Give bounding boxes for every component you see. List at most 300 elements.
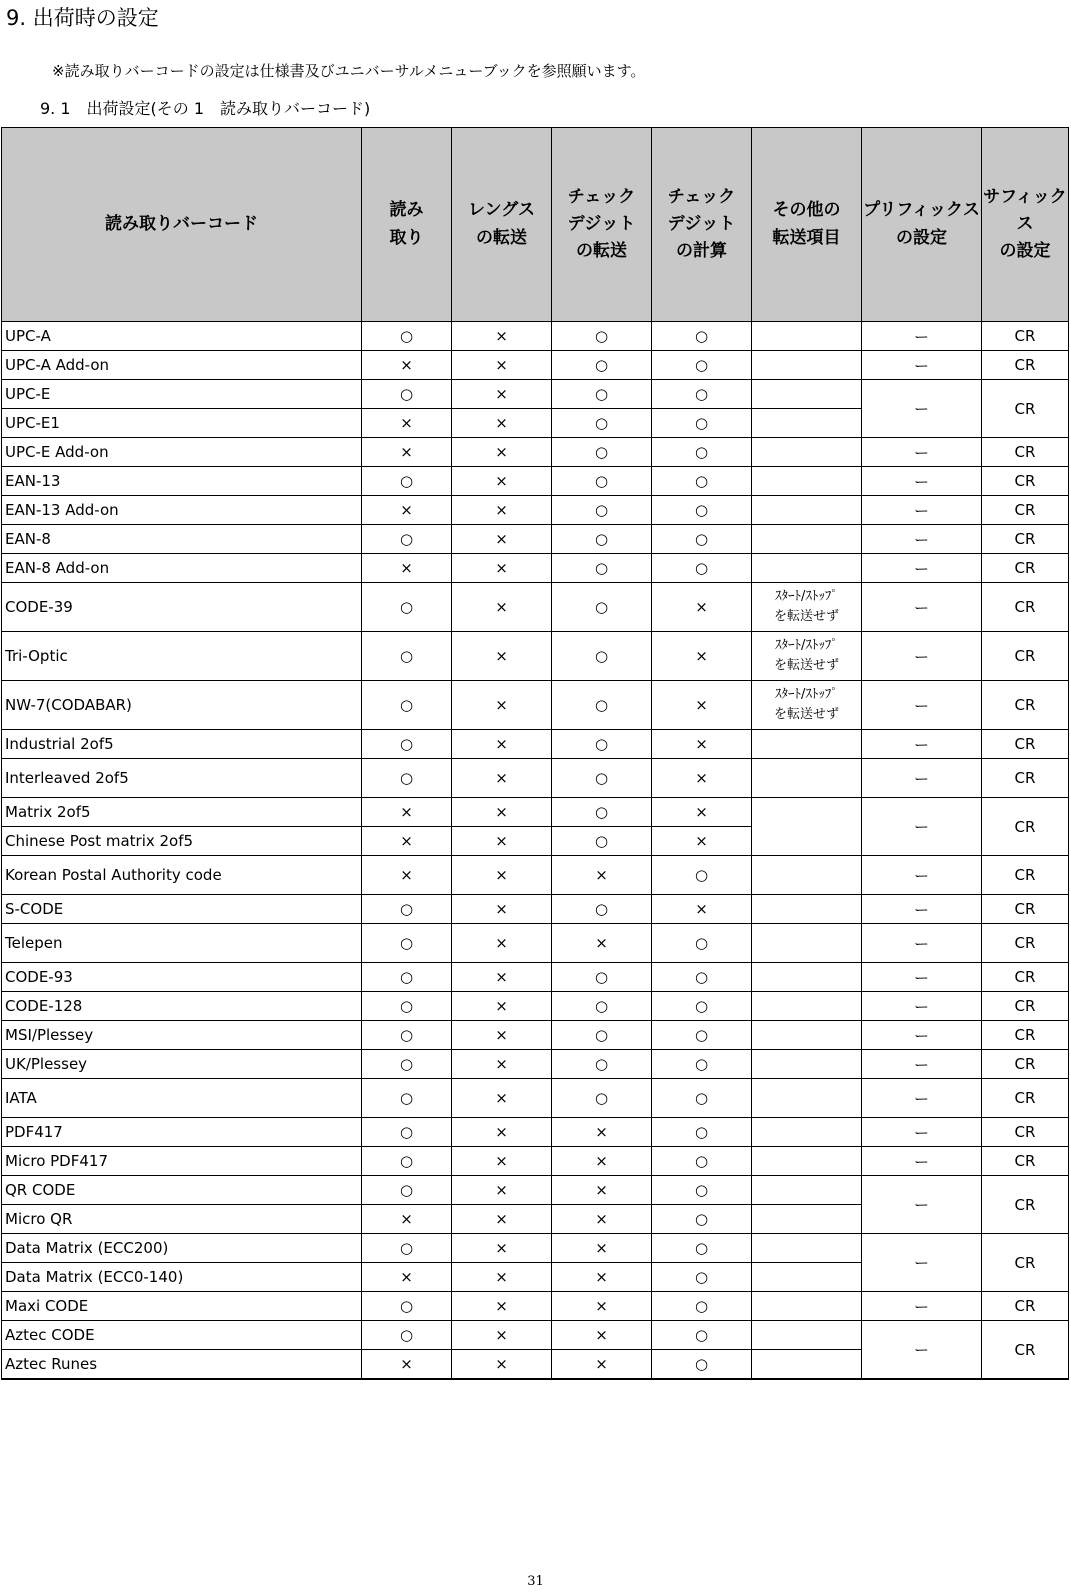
prefix-cell: ー	[862, 798, 982, 856]
length-transfer-cell: ×	[452, 380, 552, 409]
table-row	[2, 856, 1069, 895]
barcode-name-cell: Interleaved 2of5	[2, 759, 362, 798]
suffix-cell: CR	[982, 351, 1069, 380]
barcode-name-cell: Data Matrix (ECC0-140)	[2, 1263, 362, 1292]
read-cell: ×	[362, 798, 452, 827]
table-row	[2, 1176, 1069, 1205]
length-transfer-cell: ×	[452, 1079, 552, 1118]
read-cell: ○	[362, 1321, 452, 1350]
check-digit-transfer-cell: ○	[552, 681, 652, 730]
length-transfer-cell: ×	[452, 827, 552, 856]
length-transfer-cell: ×	[452, 554, 552, 583]
table-row	[2, 438, 1069, 467]
check-digit-transfer-cell: ○	[552, 730, 652, 759]
read-cell: ○	[362, 1234, 452, 1263]
other-transfer-cell	[752, 1350, 862, 1380]
read-cell: ○	[362, 924, 452, 963]
other-transfer-line: を転送せず	[773, 707, 839, 722]
suffix-cell: CR	[982, 924, 1069, 963]
check-digit-transfer-cell: ○	[552, 1050, 652, 1079]
header-read: 読み 取り	[362, 128, 452, 322]
prefix-cell: ー	[862, 1176, 982, 1234]
length-transfer-cell: ×	[452, 322, 552, 351]
read-cell: ×	[362, 1205, 452, 1234]
barcode-name-cell: EAN-8 Add-on	[2, 554, 362, 583]
table-header-row	[2, 128, 1069, 322]
suffix-cell: CR	[982, 1176, 1069, 1234]
table-row	[2, 1234, 1069, 1263]
suffix-cell: CR	[982, 632, 1069, 681]
check-digit-transfer-cell: ○	[552, 496, 652, 525]
read-cell: ○	[362, 895, 452, 924]
check-digit-calc-cell: ○	[652, 1321, 752, 1350]
read-cell: ×	[362, 1263, 452, 1292]
check-digit-transfer-cell: ○	[552, 827, 652, 856]
check-digit-transfer-cell: ○	[552, 963, 652, 992]
header-length-transfer: レングス の転送	[452, 128, 552, 322]
length-transfer-cell: ×	[452, 856, 552, 895]
prefix-cell: ー	[862, 992, 982, 1021]
suffix-cell: CR	[982, 496, 1069, 525]
prefix-cell: ー	[862, 467, 982, 496]
prefix-cell: ー	[862, 1321, 982, 1380]
barcode-name-cell: Industrial 2of5	[2, 730, 362, 759]
other-transfer-cell	[752, 924, 862, 963]
suffix-cell: CR	[982, 730, 1069, 759]
suffix-cell: CR	[982, 798, 1069, 856]
table-row	[2, 759, 1069, 798]
read-cell: ○	[362, 963, 452, 992]
length-transfer-cell: ×	[452, 1050, 552, 1079]
suffix-cell: CR	[982, 1118, 1069, 1147]
header-other-transfer: その他の 転送項目	[752, 128, 862, 322]
read-cell: ○	[362, 380, 452, 409]
table-row	[2, 467, 1069, 496]
check-digit-transfer-cell: ×	[552, 856, 652, 895]
table-row	[2, 322, 1069, 351]
suffix-cell: CR	[982, 1050, 1069, 1079]
table-row	[2, 992, 1069, 1021]
check-digit-calc-cell: ×	[652, 681, 752, 730]
barcode-name-cell: Maxi CODE	[2, 1292, 362, 1321]
read-cell: ○	[362, 583, 452, 632]
barcode-name-cell: EAN-13 Add-on	[2, 496, 362, 525]
other-transfer-cell	[752, 798, 862, 856]
check-digit-calc-cell: ○	[652, 351, 752, 380]
other-transfer-cell	[752, 351, 862, 380]
length-transfer-cell: ×	[452, 1321, 552, 1350]
table-row	[2, 1021, 1069, 1050]
prefix-cell: ー	[862, 1079, 982, 1118]
read-cell: ×	[362, 856, 452, 895]
length-transfer-cell: ×	[452, 1292, 552, 1321]
check-digit-transfer-cell: ×	[552, 1350, 652, 1380]
other-transfer-line: を転送せず	[773, 658, 839, 673]
check-digit-calc-cell: ×	[652, 798, 752, 827]
check-digit-calc-cell: ×	[652, 759, 752, 798]
prefix-cell: ー	[862, 730, 982, 759]
barcode-name-cell: Korean Postal Authority code	[2, 856, 362, 895]
other-transfer-cell	[752, 525, 862, 554]
prefix-cell: ー	[862, 1118, 982, 1147]
read-cell: ×	[362, 409, 452, 438]
barcode-name-cell: EAN-13	[2, 467, 362, 496]
check-digit-calc-cell: ○	[652, 924, 752, 963]
length-transfer-cell: ×	[452, 730, 552, 759]
other-transfer-cell	[752, 1205, 862, 1234]
table-body	[2, 322, 1069, 1380]
read-cell: ○	[362, 525, 452, 554]
table-row	[2, 924, 1069, 963]
prefix-cell: ー	[862, 322, 982, 351]
barcode-name-cell: UPC-A	[2, 322, 362, 351]
read-cell: ○	[362, 467, 452, 496]
check-digit-transfer-cell: ○	[552, 1079, 652, 1118]
read-cell: ○	[362, 1079, 452, 1118]
suffix-cell: CR	[982, 1321, 1069, 1380]
check-digit-transfer-cell: ○	[552, 438, 652, 467]
check-digit-calc-cell: ×	[652, 632, 752, 681]
check-digit-transfer-cell: ×	[552, 1292, 652, 1321]
other-transfer-cell	[752, 1176, 862, 1205]
reference-note: ※読み取りバーコードの設定は仕様書及びユニバーサルメニューブックを参照願います。	[52, 62, 646, 80]
barcode-name-cell: Micro QR	[2, 1205, 362, 1234]
prefix-cell: ー	[862, 554, 982, 583]
other-transfer-cell	[752, 895, 862, 924]
prefix-cell: ー	[862, 924, 982, 963]
check-digit-transfer-cell: ×	[552, 1321, 652, 1350]
prefix-cell: ー	[862, 632, 982, 681]
other-transfer-cell	[752, 583, 862, 632]
length-transfer-cell: ×	[452, 525, 552, 554]
read-cell: ×	[362, 827, 452, 856]
check-digit-calc-cell: ○	[652, 1118, 752, 1147]
other-transfer-line: ｽﾀｰﾄ/ｽﾄｯﾌﾟ	[775, 588, 838, 604]
suffix-cell: CR	[982, 681, 1069, 730]
table-row	[2, 730, 1069, 759]
length-transfer-cell: ×	[452, 467, 552, 496]
length-transfer-cell: ×	[452, 1147, 552, 1176]
length-transfer-cell: ×	[452, 895, 552, 924]
check-digit-transfer-cell: ○	[552, 992, 652, 1021]
read-cell: ×	[362, 438, 452, 467]
check-digit-calc-cell: ○	[652, 467, 752, 496]
length-transfer-cell: ×	[452, 924, 552, 963]
barcode-name-cell: CODE-39	[2, 583, 362, 632]
prefix-cell: ー	[862, 1021, 982, 1050]
barcode-name-cell: Tri-Optic	[2, 632, 362, 681]
other-transfer-cell	[752, 856, 862, 895]
length-transfer-cell: ×	[452, 1176, 552, 1205]
other-transfer-cell	[752, 1050, 862, 1079]
length-transfer-cell: ×	[452, 1350, 552, 1380]
length-transfer-cell: ×	[452, 681, 552, 730]
table-row	[2, 895, 1069, 924]
check-digit-transfer-cell: ○	[552, 525, 652, 554]
barcode-name-cell: IATA	[2, 1079, 362, 1118]
check-digit-calc-cell: ○	[652, 525, 752, 554]
check-digit-calc-cell: ○	[652, 1021, 752, 1050]
suffix-cell: CR	[982, 1021, 1069, 1050]
prefix-cell: ー	[862, 380, 982, 438]
read-cell: ○	[362, 1118, 452, 1147]
other-transfer-cell	[752, 992, 862, 1021]
check-digit-calc-cell: ○	[652, 1350, 752, 1380]
table-row	[2, 583, 1069, 632]
barcode-name-cell: Matrix 2of5	[2, 798, 362, 827]
other-transfer-cell	[752, 1263, 862, 1292]
other-transfer-cell	[752, 409, 862, 438]
suffix-cell: CR	[982, 1292, 1069, 1321]
prefix-cell: ー	[862, 759, 982, 798]
prefix-cell: ー	[862, 1147, 982, 1176]
prefix-cell: ー	[862, 856, 982, 895]
check-digit-calc-cell: ○	[652, 438, 752, 467]
check-digit-calc-cell: ○	[652, 1205, 752, 1234]
check-digit-calc-cell: ○	[652, 1147, 752, 1176]
check-digit-calc-cell: ○	[652, 496, 752, 525]
read-cell: ○	[362, 681, 452, 730]
check-digit-calc-cell: ×	[652, 583, 752, 632]
check-digit-transfer-cell: ○	[552, 895, 652, 924]
suffix-cell: CR	[982, 895, 1069, 924]
other-transfer-cell	[752, 322, 862, 351]
barcode-settings-table	[1, 127, 1069, 1380]
check-digit-calc-cell: ○	[652, 380, 752, 409]
length-transfer-cell: ×	[452, 992, 552, 1021]
barcode-name-cell: S-CODE	[2, 895, 362, 924]
check-digit-transfer-cell: ○	[552, 380, 652, 409]
barcode-name-cell: UPC-E1	[2, 409, 362, 438]
other-transfer-cell	[752, 1147, 862, 1176]
check-digit-transfer-cell: ○	[552, 759, 652, 798]
other-transfer-cell	[752, 1234, 862, 1263]
suffix-cell: CR	[982, 759, 1069, 798]
length-transfer-cell: ×	[452, 496, 552, 525]
barcode-name-cell: Aztec Runes	[2, 1350, 362, 1380]
check-digit-transfer-cell: ○	[552, 409, 652, 438]
suffix-cell: CR	[982, 380, 1069, 438]
length-transfer-cell: ×	[452, 583, 552, 632]
read-cell: ○	[362, 1021, 452, 1050]
check-digit-transfer-cell: ○	[552, 632, 652, 681]
suffix-cell: CR	[982, 322, 1069, 351]
page-title: 9. 出荷時の設定	[6, 6, 159, 30]
check-digit-transfer-cell: ×	[552, 1205, 652, 1234]
other-transfer-cell	[752, 632, 862, 681]
barcode-name-cell: UK/Plessey	[2, 1050, 362, 1079]
read-cell: ×	[362, 496, 452, 525]
other-transfer-cell	[752, 1079, 862, 1118]
barcode-name-cell: UPC-E	[2, 380, 362, 409]
table-row	[2, 1292, 1069, 1321]
table-row	[2, 1050, 1069, 1079]
other-transfer-line: を転送せず	[773, 609, 839, 624]
check-digit-transfer-cell: ○	[552, 583, 652, 632]
table-row	[2, 632, 1069, 681]
suffix-cell: CR	[982, 1079, 1069, 1118]
prefix-cell: ー	[862, 895, 982, 924]
suffix-cell: CR	[982, 856, 1069, 895]
check-digit-transfer-cell: ×	[552, 1147, 652, 1176]
length-transfer-cell: ×	[452, 798, 552, 827]
other-transfer-cell	[752, 1321, 862, 1350]
barcode-name-cell: Micro PDF417	[2, 1147, 362, 1176]
length-transfer-cell: ×	[452, 632, 552, 681]
prefix-cell: ー	[862, 681, 982, 730]
table-row	[2, 798, 1069, 827]
suffix-cell: CR	[982, 963, 1069, 992]
other-transfer-cell	[752, 730, 862, 759]
other-transfer-cell	[752, 496, 862, 525]
other-transfer-cell	[752, 380, 862, 409]
other-transfer-cell	[752, 467, 862, 496]
barcode-name-cell: CODE-128	[2, 992, 362, 1021]
other-transfer-cell	[752, 963, 862, 992]
prefix-cell: ー	[862, 496, 982, 525]
barcode-name-cell: Data Matrix (ECC200)	[2, 1234, 362, 1263]
barcode-name-cell: Telepen	[2, 924, 362, 963]
read-cell: ○	[362, 1050, 452, 1079]
barcode-name-cell: UPC-A Add-on	[2, 351, 362, 380]
length-transfer-cell: ×	[452, 409, 552, 438]
header-barcode: 読み取りバーコード	[2, 128, 362, 322]
check-digit-calc-cell: ○	[652, 1079, 752, 1118]
suffix-cell: CR	[982, 467, 1069, 496]
length-transfer-cell: ×	[452, 1263, 552, 1292]
check-digit-calc-cell: ○	[652, 1050, 752, 1079]
check-digit-transfer-cell: ×	[552, 1118, 652, 1147]
suffix-cell: CR	[982, 583, 1069, 632]
length-transfer-cell: ×	[452, 1205, 552, 1234]
read-cell: ○	[362, 1147, 452, 1176]
table-row	[2, 525, 1069, 554]
read-cell: ×	[362, 554, 452, 583]
suffix-cell: CR	[982, 1147, 1069, 1176]
prefix-cell: ー	[862, 1234, 982, 1292]
check-digit-transfer-cell: ×	[552, 1263, 652, 1292]
table-row	[2, 496, 1069, 525]
suffix-cell: CR	[982, 1234, 1069, 1292]
table-row	[2, 1079, 1069, 1118]
other-transfer-cell	[752, 1021, 862, 1050]
read-cell: ○	[362, 1292, 452, 1321]
section-subtitle: 9. 1 出荷設定(その 1 読み取りバーコード)	[40, 99, 371, 118]
check-digit-calc-cell: ○	[652, 1263, 752, 1292]
table-row	[2, 554, 1069, 583]
read-cell: ○	[362, 322, 452, 351]
check-digit-calc-cell: ○	[652, 554, 752, 583]
length-transfer-cell: ×	[452, 438, 552, 467]
check-digit-calc-cell: ○	[652, 322, 752, 351]
read-cell: ○	[362, 632, 452, 681]
length-transfer-cell: ×	[452, 963, 552, 992]
suffix-cell: CR	[982, 992, 1069, 1021]
prefix-cell: ー	[862, 525, 982, 554]
prefix-cell: ー	[862, 1292, 982, 1321]
barcode-name-cell: UPC-E Add-on	[2, 438, 362, 467]
check-digit-transfer-cell: ○	[552, 467, 652, 496]
check-digit-transfer-cell: ○	[552, 1021, 652, 1050]
other-transfer-line: ｽﾀｰﾄ/ｽﾄｯﾌﾟ	[775, 637, 838, 653]
check-digit-transfer-cell: ×	[552, 1176, 652, 1205]
barcode-name-cell: Chinese Post matrix 2of5	[2, 827, 362, 856]
barcode-name-cell: PDF417	[2, 1118, 362, 1147]
suffix-cell: CR	[982, 525, 1069, 554]
check-digit-transfer-cell: ○	[552, 351, 652, 380]
prefix-cell: ー	[862, 438, 982, 467]
other-transfer-line: ｽﾀｰﾄ/ｽﾄｯﾌﾟ	[775, 686, 838, 702]
check-digit-calc-cell: ×	[652, 895, 752, 924]
barcode-name-cell: NW-7(CODABAR)	[2, 681, 362, 730]
read-cell: ○	[362, 1176, 452, 1205]
other-transfer-cell	[752, 759, 862, 798]
other-transfer-cell	[752, 554, 862, 583]
check-digit-calc-cell: ○	[652, 409, 752, 438]
check-digit-transfer-cell: ×	[552, 1234, 652, 1263]
check-digit-calc-cell: ×	[652, 730, 752, 759]
length-transfer-cell: ×	[452, 1118, 552, 1147]
check-digit-transfer-cell: ×	[552, 924, 652, 963]
length-transfer-cell: ×	[452, 351, 552, 380]
other-transfer-cell	[752, 1292, 862, 1321]
prefix-cell: ー	[862, 351, 982, 380]
read-cell: ○	[362, 730, 452, 759]
check-digit-calc-cell: ○	[652, 992, 752, 1021]
header-check-digit-calc: チェック デジット の計算	[652, 128, 752, 322]
length-transfer-cell: ×	[452, 1234, 552, 1263]
check-digit-transfer-cell: ○	[552, 322, 652, 351]
table-row	[2, 351, 1069, 380]
check-digit-transfer-cell: ○	[552, 554, 652, 583]
header-prefix: プリフィックス の設定	[862, 128, 982, 322]
check-digit-calc-cell: ○	[652, 1234, 752, 1263]
check-digit-calc-cell: ○	[652, 1292, 752, 1321]
barcode-name-cell: CODE-93	[2, 963, 362, 992]
table-row	[2, 1321, 1069, 1350]
length-transfer-cell: ×	[452, 759, 552, 798]
header-suffix: サフィックス の設定	[982, 128, 1069, 322]
barcode-name-cell: QR CODE	[2, 1176, 362, 1205]
other-transfer-cell	[752, 438, 862, 467]
suffix-cell: CR	[982, 438, 1069, 467]
read-cell: ×	[362, 1350, 452, 1380]
table-row	[2, 1118, 1069, 1147]
read-cell: ○	[362, 992, 452, 1021]
prefix-cell: ー	[862, 1050, 982, 1079]
header-check-digit-transfer: チェック デジット の転送	[552, 128, 652, 322]
other-transfer-cell	[752, 681, 862, 730]
page-number: 31	[527, 1574, 544, 1589]
barcode-name-cell: EAN-8	[2, 525, 362, 554]
check-digit-transfer-cell: ○	[552, 798, 652, 827]
table-row	[2, 681, 1069, 730]
check-digit-calc-cell: ×	[652, 827, 752, 856]
check-digit-calc-cell: ○	[652, 1176, 752, 1205]
other-transfer-cell	[752, 1118, 862, 1147]
table-row	[2, 1147, 1069, 1176]
length-transfer-cell: ×	[452, 1021, 552, 1050]
table-row	[2, 380, 1069, 409]
read-cell: ○	[362, 759, 452, 798]
prefix-cell: ー	[862, 583, 982, 632]
check-digit-calc-cell: ○	[652, 963, 752, 992]
prefix-cell: ー	[862, 963, 982, 992]
read-cell: ×	[362, 351, 452, 380]
barcode-name-cell: Aztec CODE	[2, 1321, 362, 1350]
barcode-name-cell: MSI/Plessey	[2, 1021, 362, 1050]
suffix-cell: CR	[982, 554, 1069, 583]
